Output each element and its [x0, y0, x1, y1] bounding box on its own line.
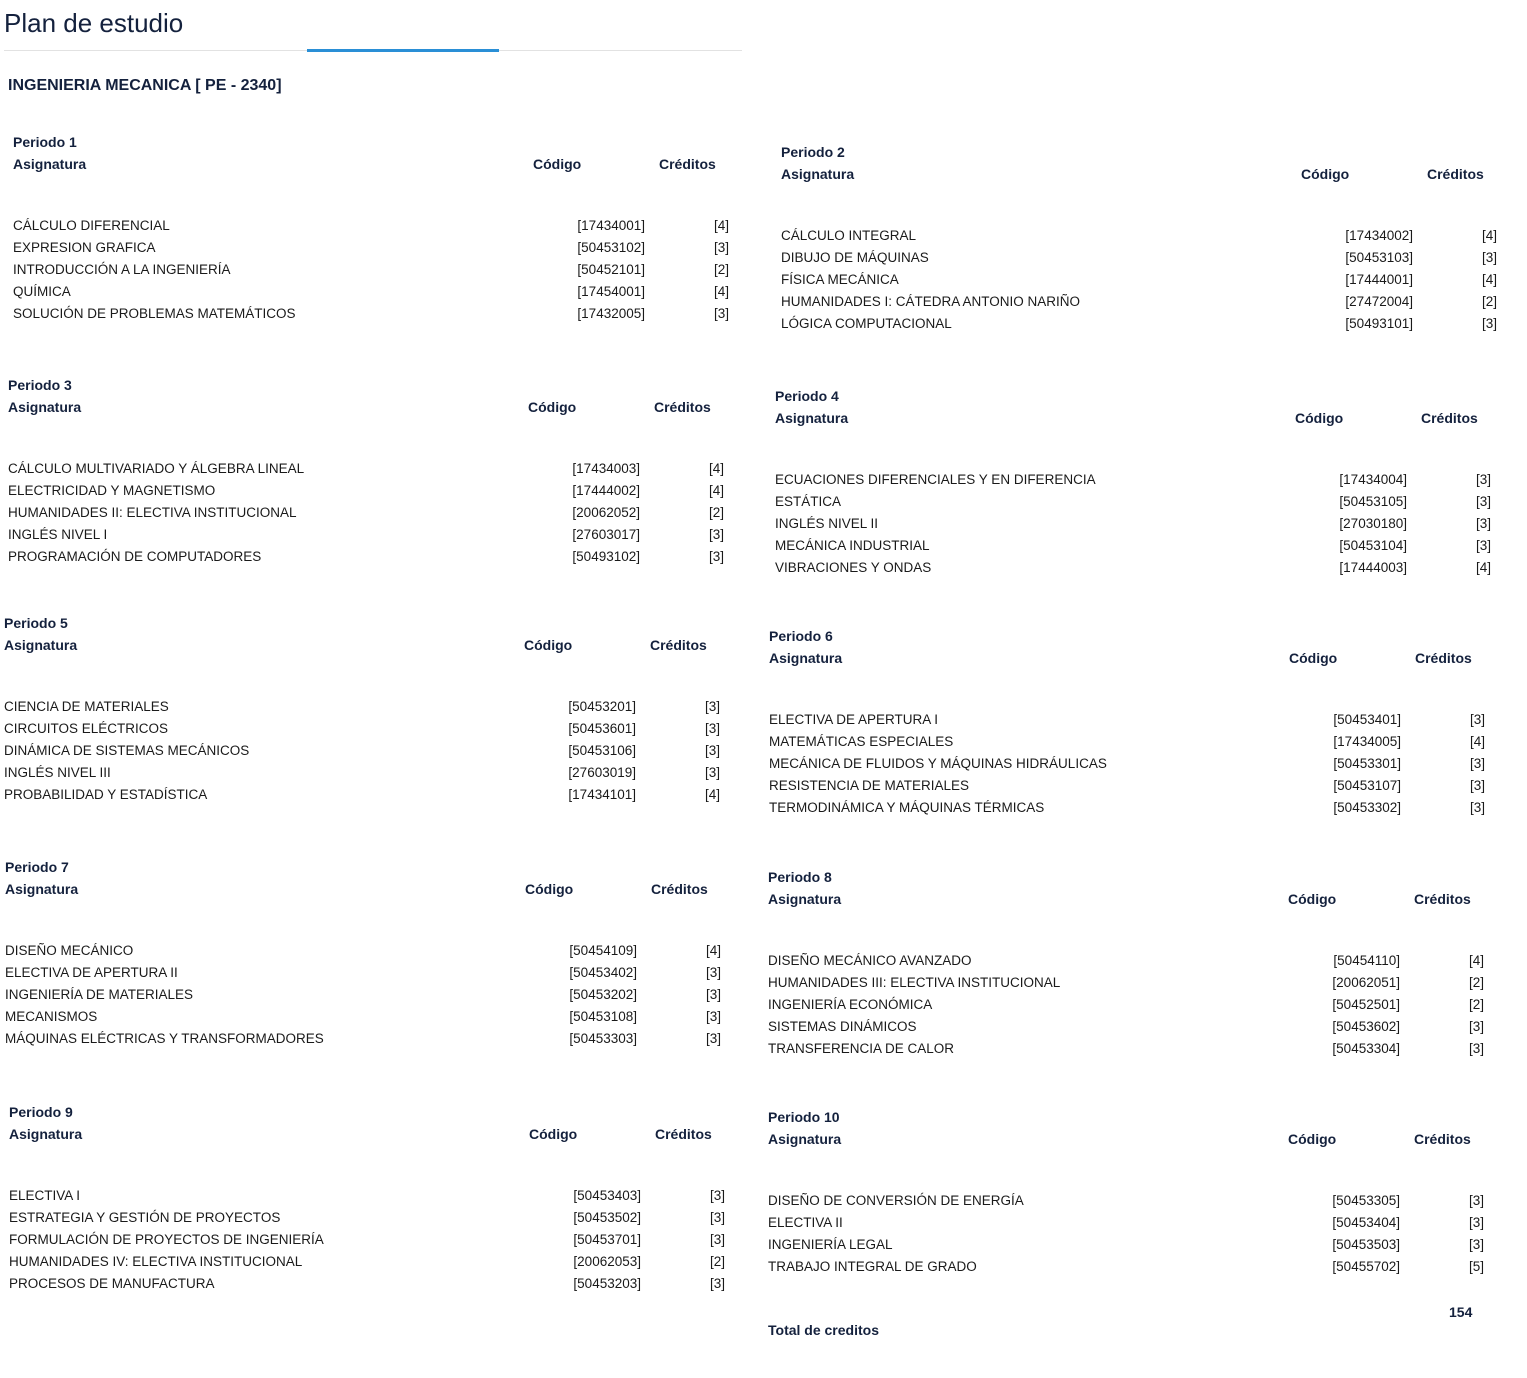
course-code: [50453302] — [1333, 800, 1401, 815]
course-row — [13, 303, 733, 325]
course-name: PROBABILIDAD Y ESTADÍSTICA — [4, 787, 208, 802]
course-code: [20062053] — [573, 1254, 641, 1269]
period-title: Periodo 9 — [9, 1104, 73, 1120]
course-name: HUMANIDADES II: ELECTIVA INSTITUCIONAL — [8, 505, 297, 520]
course-name: INTRODUCCIÓN A LA INGENIERÍA — [13, 262, 231, 277]
course-name: INGENIERÍA DE MATERIALES — [5, 987, 194, 1002]
period-title: Periodo 6 — [769, 628, 833, 644]
course-code: [50453301] — [1333, 756, 1401, 771]
column-header-credits: Créditos — [651, 881, 708, 897]
course-row — [9, 1229, 729, 1251]
course-name: CIRCUITOS ELÉCTRICOS — [4, 721, 169, 736]
course-row — [768, 972, 1488, 994]
course-credits: [2] — [713, 262, 729, 277]
course-row — [775, 469, 1495, 491]
course-credits: [3] — [1468, 1041, 1484, 1056]
period-title: Periodo 8 — [768, 869, 832, 885]
course-code: [50453106] — [568, 743, 636, 758]
course-name: VIBRACIONES Y ONDAS — [775, 560, 932, 575]
column-header-subject: Asignatura — [9, 1126, 83, 1142]
course-name: DIBUJO DE MÁQUINAS — [781, 250, 929, 265]
column-header-code: Código — [1295, 410, 1344, 426]
course-credits: [3] — [705, 1009, 721, 1024]
course-list — [768, 1190, 1488, 1278]
column-header-subject: Asignatura — [775, 410, 849, 426]
course-credits: [4] — [1468, 953, 1484, 968]
course-row — [769, 731, 1489, 753]
period-title: Periodo 4 — [775, 388, 839, 404]
course-credits: [3] — [1481, 316, 1497, 331]
course-credits: [3] — [708, 549, 724, 564]
course-name: DINÁMICA DE SISTEMAS MECÁNICOS — [4, 743, 250, 758]
course-credits: [3] — [1475, 472, 1491, 487]
course-row — [5, 984, 725, 1006]
course-name: INGLÉS NIVEL I — [8, 527, 108, 542]
course-row — [769, 709, 1489, 731]
course-row — [781, 247, 1501, 269]
course-credits: [3] — [713, 240, 729, 255]
course-credits: [2] — [709, 1254, 725, 1269]
course-row — [775, 557, 1495, 579]
period-title: Periodo 2 — [781, 144, 845, 160]
column-header-code: Código — [1288, 891, 1337, 907]
course-row — [768, 1038, 1488, 1060]
course-list — [775, 469, 1495, 579]
course-row — [781, 225, 1501, 247]
course-credits: [4] — [705, 943, 721, 958]
course-row — [768, 1016, 1488, 1038]
course-row — [769, 753, 1489, 775]
course-row — [5, 1028, 725, 1050]
course-code: [27030180] — [1339, 516, 1407, 531]
course-name: INGLÉS NIVEL III — [4, 765, 111, 780]
course-credits: [3] — [708, 527, 724, 542]
course-credits: [3] — [709, 1276, 725, 1291]
column-header-code: Código — [1301, 166, 1350, 182]
course-name: ELECTIVA DE APERTURA II — [5, 965, 178, 980]
course-code: [50453701] — [573, 1232, 641, 1247]
course-row — [5, 962, 725, 984]
course-code: [50454110] — [1333, 953, 1400, 968]
course-row — [768, 1212, 1488, 1234]
course-name: ELECTIVA DE APERTURA I — [769, 712, 939, 727]
column-header-credits: Créditos — [1414, 1131, 1471, 1147]
course-code: [50453304] — [1332, 1041, 1400, 1056]
course-credits: [3] — [713, 306, 729, 321]
column-header-credits: Créditos — [1421, 410, 1478, 426]
course-row — [13, 281, 733, 303]
course-code: [50453107] — [1333, 778, 1401, 793]
course-credits: [3] — [704, 699, 720, 714]
course-name: HUMANIDADES III: ELECTIVA INSTITUCIONAL — [768, 975, 1061, 990]
course-code: [17432005] — [577, 306, 645, 321]
course-credits: [4] — [708, 461, 724, 476]
course-row — [768, 1256, 1488, 1278]
course-credits: [3] — [705, 987, 721, 1002]
course-credits: [2] — [1468, 975, 1484, 990]
column-header-subject: Asignatura — [4, 637, 78, 653]
page-title: Plan de estudio — [4, 8, 184, 38]
course-code: [50453602] — [1332, 1019, 1400, 1034]
course-row — [4, 740, 724, 762]
course-credits: [3] — [1468, 1215, 1484, 1230]
course-row — [9, 1273, 729, 1295]
course-credits: [3] — [1469, 778, 1485, 793]
column-header-credits: Créditos — [1415, 650, 1472, 666]
course-code: [17434005] — [1333, 734, 1401, 749]
course-row — [781, 291, 1501, 313]
column-header-code: Código — [1288, 1131, 1337, 1147]
course-code: [20062052] — [572, 505, 640, 520]
course-code: [50453202] — [569, 987, 637, 1002]
course-name: INGENIERÍA LEGAL — [768, 1237, 893, 1252]
column-header-subject: Asignatura — [5, 881, 79, 897]
course-code: [50453404] — [1332, 1215, 1400, 1230]
course-name: ELECTIVA II — [768, 1215, 843, 1230]
column-header-credits: Créditos — [1427, 166, 1484, 182]
course-row — [5, 1006, 725, 1028]
course-credits: [4] — [1469, 734, 1485, 749]
course-name: PROCESOS DE MANUFACTURA — [9, 1276, 215, 1291]
column-header-credits: Créditos — [1414, 891, 1471, 907]
period-title: Periodo 10 — [768, 1109, 840, 1125]
course-row — [8, 546, 728, 568]
course-code: [50454109] — [569, 943, 637, 958]
course-row — [8, 502, 728, 524]
course-credits: [3] — [1469, 800, 1485, 815]
course-code: [27603019] — [568, 765, 636, 780]
course-name: MÁQUINAS ELÉCTRICAS Y TRANSFORMADORES — [5, 1031, 324, 1046]
course-list — [769, 709, 1489, 819]
course-row — [8, 480, 728, 502]
course-row — [768, 1190, 1488, 1212]
course-name: QUÍMICA — [13, 284, 71, 299]
course-credits: [3] — [1468, 1237, 1484, 1252]
column-header-subject: Asignatura — [8, 399, 82, 415]
course-code: [50453105] — [1339, 494, 1407, 509]
course-credits: [3] — [709, 1232, 725, 1247]
course-code: [50453303] — [569, 1031, 637, 1046]
course-code: [17434001] — [577, 218, 645, 233]
total-credits-label: Total de creditos — [768, 1322, 879, 1338]
course-name: FORMULACIÓN DE PROYECTOS DE INGENIERÍA — [9, 1232, 324, 1247]
course-code: [50453203] — [573, 1276, 641, 1291]
course-code: [17434004] — [1339, 472, 1407, 487]
course-row — [5, 940, 725, 962]
course-name: SISTEMAS DINÁMICOS — [768, 1019, 917, 1034]
course-credits: [3] — [704, 743, 720, 758]
program-title: INGENIERIA MECANICA [ PE - 2340] — [8, 77, 282, 94]
course-list — [4, 696, 724, 806]
course-code: [50453305] — [1332, 1193, 1400, 1208]
course-name: DISEÑO MECÁNICO — [5, 943, 134, 958]
course-name: CÁLCULO INTEGRAL — [781, 228, 917, 243]
course-row — [4, 718, 724, 740]
course-list — [8, 458, 728, 568]
column-header-code: Código — [525, 881, 574, 897]
course-name: HUMANIDADES I: CÁTEDRA ANTONIO NARIÑO — [781, 294, 1081, 309]
course-name: TERMODINÁMICA Y MÁQUINAS TÉRMICAS — [769, 800, 1045, 815]
course-credits: [4] — [1481, 272, 1497, 287]
course-row — [768, 1234, 1488, 1256]
course-code: [50453104] — [1339, 538, 1407, 553]
course-row — [4, 784, 724, 806]
course-code: [17444001] — [1345, 272, 1413, 287]
course-credits: [3] — [1481, 250, 1497, 265]
period-title: Periodo 1 — [13, 134, 77, 150]
course-row — [775, 513, 1495, 535]
course-name: TRABAJO INTEGRAL DE GRADO — [768, 1259, 977, 1274]
course-row — [781, 313, 1501, 335]
course-credits: [2] — [708, 505, 724, 520]
course-code: [17444002] — [572, 483, 640, 498]
course-row — [769, 775, 1489, 797]
course-name: INGENIERÍA ECONÓMICA — [768, 997, 933, 1012]
course-name: LÓGICA COMPUTACIONAL — [781, 316, 952, 331]
course-row — [769, 797, 1489, 819]
course-credits: [3] — [709, 1188, 725, 1203]
course-code: [50493102] — [572, 549, 640, 564]
course-name: RESISTENCIA DE MATERIALES — [769, 778, 970, 793]
course-credits: [3] — [1475, 538, 1491, 553]
course-code: [50453502] — [573, 1210, 641, 1225]
course-code: [27472004] — [1345, 294, 1413, 309]
course-credits: [3] — [1469, 756, 1485, 771]
course-credits: [2] — [1468, 997, 1484, 1012]
course-code: [50453108] — [569, 1009, 637, 1024]
period-title: Periodo 5 — [4, 615, 68, 631]
course-code: [50452101] — [577, 262, 645, 277]
column-header-code: Código — [529, 1126, 578, 1142]
course-credits: [3] — [1475, 516, 1491, 531]
column-header-credits: Créditos — [659, 156, 716, 172]
course-credits: [2] — [1481, 294, 1497, 309]
course-credits: [4] — [704, 787, 720, 802]
course-row — [8, 458, 728, 480]
course-row — [13, 259, 733, 281]
column-header-credits: Créditos — [650, 637, 707, 653]
course-list — [9, 1185, 729, 1295]
course-row — [9, 1251, 729, 1273]
course-row — [13, 215, 733, 237]
course-name: FÍSICA MECÁNICA — [781, 272, 899, 287]
course-credits: [4] — [713, 218, 729, 233]
course-credits: [3] — [1469, 712, 1485, 727]
course-name: MECÁNICA INDUSTRIAL — [775, 538, 930, 553]
course-code: [20062051] — [1332, 975, 1400, 990]
course-row — [781, 269, 1501, 291]
course-code: [50453503] — [1332, 1237, 1400, 1252]
course-row — [775, 535, 1495, 557]
course-credits: [3] — [705, 1031, 721, 1046]
course-credits: [3] — [705, 965, 721, 980]
course-code: [50453403] — [573, 1188, 641, 1203]
course-credits: [3] — [709, 1210, 725, 1225]
course-credits: [5] — [1468, 1259, 1484, 1274]
course-name: CÁLCULO DIFERENCIAL — [13, 218, 170, 233]
course-code: [50453103] — [1345, 250, 1413, 265]
course-row — [13, 237, 733, 259]
course-code: [50493101] — [1345, 316, 1413, 331]
course-row — [4, 696, 724, 718]
course-list — [781, 225, 1501, 335]
course-code: [50453402] — [569, 965, 637, 980]
course-row — [8, 524, 728, 546]
total-credits-value: 154 — [1449, 1304, 1473, 1320]
course-name: MECÁNICA DE FLUIDOS Y MÁQUINAS HIDRÁULICAS — [769, 756, 1107, 771]
column-header-subject: Asignatura — [768, 1131, 842, 1147]
course-code: [50452501] — [1332, 997, 1400, 1012]
course-row — [4, 762, 724, 784]
column-header-credits: Créditos — [654, 399, 711, 415]
column-header-code: Código — [524, 637, 573, 653]
course-name: CÁLCULO MULTIVARIADO Y ÁLGEBRA LINEAL — [8, 461, 305, 476]
column-header-code: Código — [1289, 650, 1338, 666]
course-name: ELECTRICIDAD Y MAGNETISMO — [8, 483, 216, 498]
course-code: [50453201] — [568, 699, 636, 714]
course-name: PROGRAMACIÓN DE COMPUTADORES — [8, 549, 262, 564]
course-row — [775, 491, 1495, 513]
column-header-code: Código — [533, 156, 582, 172]
course-list — [13, 215, 733, 325]
course-name: DISEÑO MECÁNICO AVANZADO — [768, 953, 972, 968]
course-row — [768, 950, 1488, 972]
course-credits: [4] — [713, 284, 729, 299]
course-code: [50453102] — [577, 240, 645, 255]
course-code: [17454001] — [577, 284, 645, 299]
course-code: [17434002] — [1345, 228, 1413, 243]
column-header-subject: Asignatura — [781, 166, 855, 182]
course-credits: [4] — [1475, 560, 1491, 575]
course-credits: [4] — [708, 483, 724, 498]
course-name: MECANISMOS — [5, 1009, 98, 1024]
course-name: ESTÁTICA — [775, 494, 842, 509]
column-header-credits: Créditos — [655, 1126, 712, 1142]
course-code: [17444003] — [1339, 560, 1407, 575]
column-header-code: Código — [528, 399, 577, 415]
column-header-subject: Asignatura — [13, 156, 87, 172]
active-tab-indicator — [307, 49, 499, 52]
course-name: EXPRESION GRAFICA — [13, 240, 156, 255]
course-credits: [3] — [1468, 1193, 1484, 1208]
course-name: SOLUCIÓN DE PROBLEMAS MATEMÁTICOS — [13, 306, 296, 321]
course-code: [50453401] — [1333, 712, 1401, 727]
course-credits: [3] — [1475, 494, 1491, 509]
course-credits: [4] — [1481, 228, 1497, 243]
course-credits: [3] — [704, 765, 720, 780]
period-title: Periodo 3 — [8, 377, 72, 393]
course-name: ECUACIONES DIFERENCIALES Y EN DIFERENCIA — [775, 472, 1096, 487]
course-code: [50453601] — [568, 721, 636, 736]
column-header-subject: Asignatura — [769, 650, 843, 666]
course-name: CIENCIA DE MATERIALES — [4, 699, 169, 714]
course-row — [768, 994, 1488, 1016]
course-list — [5, 940, 725, 1050]
course-credits: [3] — [1468, 1019, 1484, 1034]
course-row — [9, 1185, 729, 1207]
course-name: HUMANIDADES IV: ELECTIVA INSTITUCIONAL — [9, 1254, 303, 1269]
course-credits: [3] — [704, 721, 720, 736]
course-list — [768, 950, 1488, 1060]
course-name: DISEÑO DE CONVERSIÓN DE ENERGÍA — [768, 1193, 1024, 1208]
column-header-subject: Asignatura — [768, 891, 842, 907]
course-name: INGLÉS NIVEL II — [775, 516, 879, 531]
course-code: [17434101] — [568, 787, 636, 802]
period-title: Periodo 7 — [5, 859, 69, 875]
course-code: [50455702] — [1332, 1259, 1400, 1274]
course-name: TRANSFERENCIA DE CALOR — [768, 1041, 955, 1056]
course-code: [27603017] — [572, 527, 640, 542]
course-code: [17434003] — [572, 461, 640, 476]
course-row — [9, 1207, 729, 1229]
course-name: ESTRATEGIA Y GESTIÓN DE PROYECTOS — [9, 1210, 281, 1225]
course-name: ELECTIVA I — [9, 1188, 81, 1203]
course-name: MATEMÁTICAS ESPECIALES — [769, 734, 954, 749]
